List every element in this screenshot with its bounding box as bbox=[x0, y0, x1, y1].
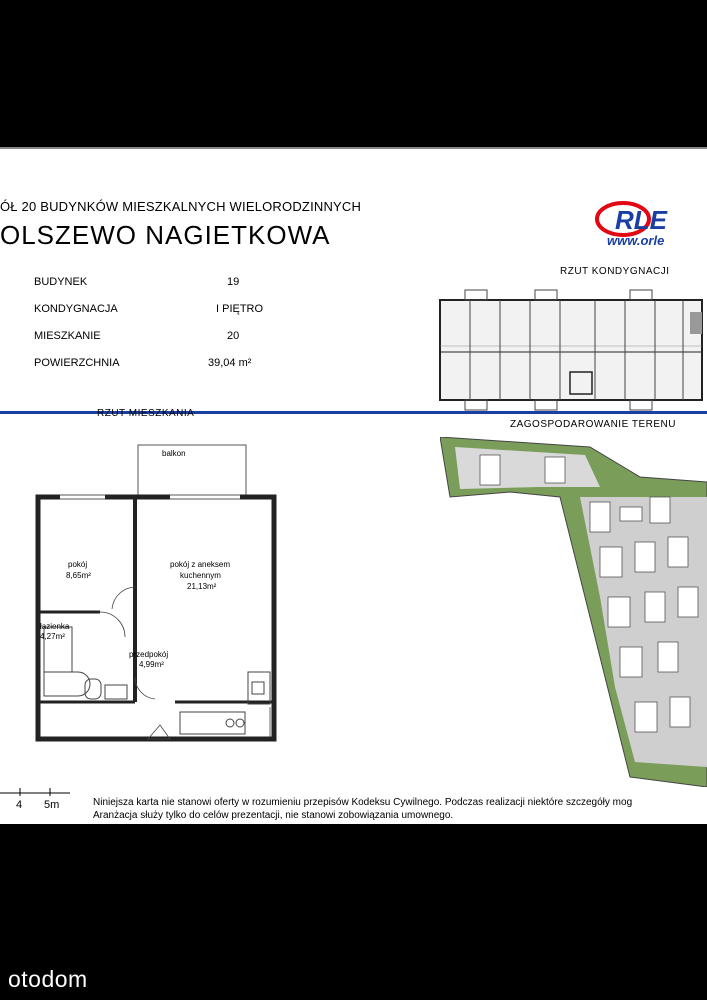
room-name: pokój bbox=[68, 560, 88, 569]
scale-mark-4: 4 bbox=[16, 799, 23, 811]
info-row-building: BUDYNEK 19 bbox=[34, 276, 240, 288]
orle-logo bbox=[595, 199, 707, 251]
floor-plan-caption: RZUT KONDYGNACJI bbox=[560, 266, 670, 277]
site-plan-map bbox=[440, 437, 707, 787]
project-subtitle: ÓŁ 20 BUDYNKÓW MIESZKALNYCH WIELORODZINNYCH bbox=[0, 199, 362, 214]
disclaimer-line-2: Aranżacja służy tylko do celów prezentacji, nie stanowi zobowiązania umownego. bbox=[93, 810, 454, 821]
logo-url: www.orle bbox=[607, 233, 665, 248]
scale-bar bbox=[0, 785, 80, 797]
apartment-floor-plan bbox=[30, 437, 280, 747]
balcony-label: balkon bbox=[162, 449, 186, 458]
hall-area: 4,99m² bbox=[139, 660, 164, 669]
site-plan-caption: ZAGOSPODAROWANIE TERENU bbox=[510, 419, 676, 430]
logo-brand: RLE bbox=[615, 205, 667, 235]
disclaimer-line-1: Niniejsza karta nie stanowi oferty w rozumieniu przepisów Kodeksu Cywilnego. Podczas realizacji niektóre szczegóły mog bbox=[93, 797, 633, 808]
scale-mark-5m: 5m bbox=[44, 799, 60, 811]
disclaimer bbox=[93, 796, 632, 822]
living-name-1: pokój z aneksem bbox=[170, 560, 231, 569]
project-title: OLSZEWO NAGIETKOWA bbox=[0, 220, 331, 250]
apartment-plan-caption: RZUT MIESZKANIA bbox=[97, 408, 195, 419]
info-row-apartment: MIESZKANIE 20 bbox=[34, 330, 240, 342]
property-sheet bbox=[0, 147, 707, 824]
living-area: 21,13m² bbox=[187, 582, 217, 591]
room-area: 8,65m² bbox=[66, 571, 91, 580]
hall-name: przedpokój bbox=[129, 650, 169, 659]
building-floor-plan bbox=[435, 282, 707, 412]
living-name-2: kuchennym bbox=[180, 571, 221, 580]
bathroom-area: 4,27m² bbox=[40, 632, 65, 641]
info-row-area: POWIERZCHNIA 39,04 m² bbox=[34, 357, 252, 369]
bathroom-name: łazienka bbox=[40, 622, 70, 631]
info-row-floor: KONDYGNACJA I PIĘTRO bbox=[34, 303, 264, 315]
sheet-top-border bbox=[0, 147, 707, 149]
otodom-watermark: otodom bbox=[8, 966, 88, 992]
